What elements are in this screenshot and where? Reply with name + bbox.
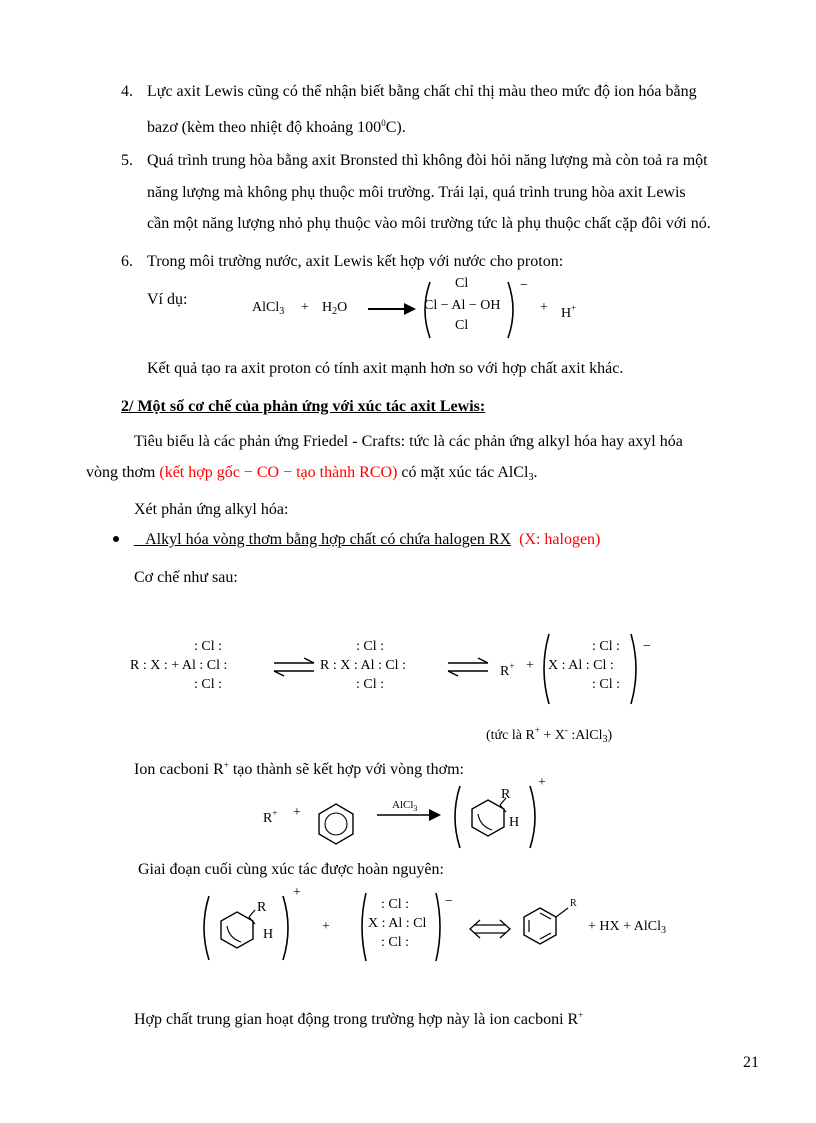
product-r: R: [570, 898, 577, 909]
bullet-icon: [113, 536, 119, 542]
item-6-result: Kết quả tạo ra axit proton có tính axit mạnh hơn so với hợp chất axit khác.: [147, 360, 624, 377]
eq1-cl-top: Cl: [455, 276, 469, 291]
mech-charge: −: [643, 639, 651, 654]
item-5-line-3: cần một năng lượng nhỏ phụ thuộc vào môi trường tức là phụ thuộc chất cặp đôi với nó.: [147, 215, 711, 232]
mech-col3-mid: X : Al : Cl :: [548, 658, 614, 673]
mech-col1-top: : Cl :: [194, 639, 223, 654]
carbo-plus: +: [293, 805, 301, 820]
final-stage-text: Giai đoạn cuối cùng xúc tác được hoàn nguyên:: [138, 861, 444, 878]
eq1-cl-bottom: Cl: [455, 318, 469, 333]
mech-col2-top: : Cl :: [356, 639, 385, 654]
page-number: 21: [743, 1054, 759, 1071]
sigma-complex-2-icon: [197, 890, 297, 964]
bullet-text: _ Alkyl hóa vòng thơm bằng hợp chất có chứa halogen RX (X: halogen): [134, 531, 601, 548]
eq1-h2o: $H_2O$: [322, 300, 348, 317]
conclusion-text: Hợp chất trung gian hoạt động trong trường hợp này là ion cacboni R+: [134, 1010, 584, 1028]
final-charge-plus: +: [293, 885, 301, 900]
item-6-line-1: Trong môi trường nước, axit Lewis kết hợp với nước cho proton:: [147, 253, 564, 270]
final-sigma-h: H: [263, 927, 274, 942]
sigma-charge: +: [538, 775, 546, 790]
eq1-charge: −: [520, 278, 528, 293]
mech-col2-bot: : Cl :: [356, 677, 385, 692]
section-heading: 2/ Một số cơ chế của phản ứng với xúc tác axit Lewis:: [121, 398, 486, 415]
item-6-number: 6.: [121, 253, 133, 270]
item-5-line-2: năng lượng mà không phụ thuộc môi trường. Trái lại, quá trình trung hòa axit Lewis: [147, 184, 686, 201]
final-plus: +: [322, 919, 330, 934]
sigma-h: H: [509, 815, 520, 830]
eq1-hplus: H+: [561, 303, 577, 321]
final-charge-minus: −: [445, 894, 453, 909]
eq1-plus-2: +: [540, 300, 548, 315]
mechanism-label: Cơ chế như sau:: [134, 569, 238, 586]
eq1-plus: +: [301, 300, 309, 315]
benzene-icon: [314, 802, 358, 846]
eq1-arrow-icon: [368, 302, 416, 316]
para-2: Xét phản ứng alkyl hóa:: [134, 501, 289, 518]
item-4-line-1: Lực axit Lewis cũng có thể nhận biết bằng chất chỉ thị màu theo mức độ ion hóa bằng: [147, 83, 697, 100]
mech-col1-bot: : Cl :: [194, 677, 223, 692]
item-4-line-2: bazơ (kèm theo nhiệt độ khoảng $100^0C$).: [147, 118, 406, 136]
mech-col3-bot: : Cl :: [592, 677, 621, 692]
final-products: + HX + AlCl$_3$: [588, 919, 666, 936]
carbo-r: R+: [263, 808, 278, 826]
mech-col2-mid: R : X : Al : Cl :: [320, 658, 406, 673]
carbocation-text: Ion cacboni R+ tạo thành sẽ kết hợp với vòng thơm:: [134, 760, 464, 778]
mech-note: (tức là R+ + X- :AlCl$_3$): [486, 725, 613, 745]
mech-col1-mid: R : X : + Al : Cl :: [130, 658, 228, 673]
eq1-middle: Cl − Al − OH: [424, 298, 501, 313]
mech-col3-top: : Cl :: [592, 639, 621, 654]
equilibrium-arrow-2-icon: [446, 658, 490, 676]
catalyst-label: AlCl$_3$: [392, 799, 418, 813]
mech-rplus: R+: [500, 661, 515, 679]
final-sigma-r: R: [257, 900, 267, 915]
sigma-r: R: [501, 787, 511, 802]
mech-plus: +: [526, 658, 534, 673]
example-label: Ví dụ:: [147, 291, 188, 308]
final-c-mid: X : Al : Cl: [368, 916, 427, 931]
eq1-alcl3: AlCl$_3$: [252, 300, 285, 317]
item-5-line-1: Quá trình trung hòa bằng axit Bronsted thì không đòi hỏi năng lượng mà còn toả ra một: [147, 152, 708, 169]
item-4-number: 4.: [121, 83, 133, 100]
reaction-arrow-icon: [377, 808, 441, 822]
final-c-bot: : Cl :: [381, 935, 410, 950]
para-1-line-2: vòng thơm (kết hợp gốc − CO − tạo thành RCO) có mặt xúc tác AlCl$_3$.: [86, 464, 538, 483]
equilibrium-arrow-icon: [272, 658, 316, 676]
para-1-line-1: Tiêu biểu là các phản ứng Friedel - Crafts: tức là các phản ứng alkyl hóa hay axyl hóa: [134, 433, 683, 450]
item-5-number: 5.: [121, 152, 133, 169]
final-c-top: : Cl :: [381, 897, 410, 912]
equilibrium-arrow-3-icon: [468, 920, 512, 938]
